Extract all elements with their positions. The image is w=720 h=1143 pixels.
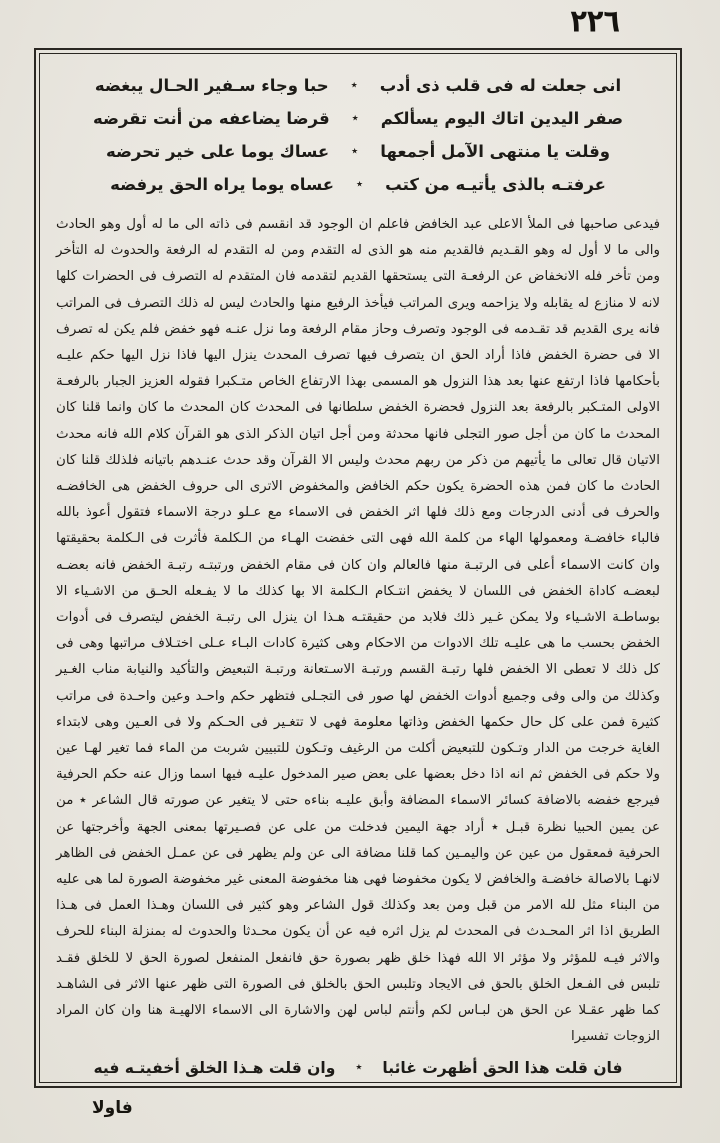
hemistich-first: صفر اليدين اتاك اليوم يسألكم <box>380 109 624 128</box>
verse-line <box>54 169 662 202</box>
hemistich-first: انى جعلت له فى قلب ذى أدب <box>379 76 622 95</box>
verse-separator-icon: ٭ <box>350 78 358 93</box>
hemistich-second: عساك يوما على خير تحرضه <box>105 142 330 161</box>
page-number: ٢٢٦ <box>570 3 620 40</box>
catchword: فاولا <box>92 1098 133 1118</box>
verse-separator-icon: ٭ <box>351 144 359 159</box>
hemistich-second: حبا وجاء سـفير الحـال يبغضه <box>94 76 329 95</box>
page-frame <box>34 48 682 1088</box>
body-text: فيدعى صاحبها فى الملأ الاعلى عبد الخافض فاعلم ان الوجود قد انقسم فى ذاته الى ما له أول وهو الحادث والى ما لا أول له وهو القـديم فالقديم منه هو الذى له التقدم ومن له التقدم له الرفعة والحدوث له التأخر ومن تأخر فله الانخفاض عن الرفعـة التى يستحقها القديم لتقدمه فان المتقدم له التصرف فى الحضرات كلها لانه لا منازع له يقابله ولا يزاحمه ويرى المراتب فيأخذ الرفيع منها والحادث ليس له ذلك التصرف فى المراتب فانه يرى القديم قد تقـدمه فى الوجود وتصرف وحاز مقام الرفعة وما نزل عنـه فهو خفض فلم يكن له تصرف الا فى حضرة الخفض فاذا أراد الحق ان يتصرف فيها تصرف المحدث ينزل اليها فاذا نزل اليها حكم عليـه بأحكامها فاذا ارتفع عنها بعد هذا النزول هو المسمى بهذا الارتفاع الخاص متـكبرا فقوله العزيز الجبار بالرفعـة الاولى المتـكبر بالرفعة بعد النزول فحضرة الخفض سلطانها فى المحدث كان المحدث ما كان وانما قلنا كان المحدث ما كان من أجل صور التجلى فانها محدثة ومن أجل اتيان الذكر الذى هو القرآن كلام الله فانه محدث الاتيان قال تعالى ما يأتيهم من ذكر من ربهم محدث وليس الا القرآن وقد حدث عنـدهم باتيانه فلذلك قلنا كان الحادث ما كان فمن هذه الحضرة يكون حكم الخافض والمخفوض الاترى الى حروف الخفض هى الخافضـه والحرف فى أدنى الدرجات ومع ذلك فلها اثر الخفض فى الاسماء مع عـلو درجة الاسماء فتقول أعوذ بالله فالباء خافضـة ومعمولها الهاء من كلمة الله فهى التى خفضت الهـاء من الـكلمة فأثرت فى الـكلمة بحقيقتها وان كانت الاسماء أعلى فى الرتبـة منها فالعالم وان كان فى مقام الخفض ورتبتـه رتبـة الخفض فانه بعضـه لبعضـه كاداة الخفض فى اللسان لا يخفض انتـكام الـكلمة الا بها كذلك ما لا يفـعله الحـق من الاشـياء الا بوساطـة الاشـياء ولا يمكن غـير ذلك فلابد من حقيقتـه هـذا ان ينزل الى رتبـة الخفض ليتصرف فى أدوات الخفض بحسب ما هى عليـه تلك الادوات من الاحكام وهى كثيرة كادات البـاء عـلى اختـلاف مراتبها وهى فى كل ذلك لا تعطى الا الخفض فلها رتبـة القسم ورتبـة الاسـتعانة ورتبـة التبعيض والتأكيد والنيابة مناب الغـير وكذلك من والى وفى وجميع أدوات الخفض لها صور فى التجـلى فتظهر حكم واحـد وعين واحـدة فى مراتب كثيرة فمن على كل حال حكمها الخفض وذاتها معلومة فهى لا تتغـير فى الحـكم ولا فى العـين وهى لابتداء الغاية خرجت من الدار وتـكون للتبعيض أكلت من الرغيف وتـكون للتبيين شربت من الماء فما تغير لهـا عين ولا حكم فى الخفض ثم انه اذا دخل بعضها على بعض صير المدخول عليـه فيها اسما وزال عنه حكم الحرفية فيرجع خفضه بالاضافة كسائر الاسماء المضافة وأبق عليـه بناءه حتى لا يتغير عن صورته قال الشاعر ٭ من عن يمين الحبيا نظرة قبـل ٭ أراد جهة اليمين فدخلت من على عن فصـيرتها بمعنى الجهة وأخرجتها عن الحرفية فمعقول من عين عن واليمـين كما قلنا مضافة الى عن ولم يظهر فى عن عمـل الخفض فى الظاهر لانهـا بالاصالة خافضـة والخافض لا يكون مخفوضا فهى هنا مخفوضة المعنى غير مخفوضة الصورة لما هى عليه من البناء مثل لله الامر من قبل ومن بعد وكذلك قول الشاعر وهو كثير فى اللسان وهـذا العمل فى هـذا الطريق اذا اثر المحـدث فى المحدث لم يزل اثره فيه عن أن يكون محـدثا والحدوث له بمنزلة البناء للحرف والاثر فيـه للمؤثر ولا مؤثر الا الله فهذا خلق ظهر بصورة حق فانفعل المنفعل لصورة الحق لا للخلق فقـد تلبس فى الفـعل الخلق بالحق فى الايجاد وتلبس الحق بالخلق فى الصورة التى ظهر عنها الاثر فى الشاهـد كما ظهر عقـلا عن الحق هن لبـاس لكم وأنتم لباس لهن والاشارة الى الاسماء الالهيـة هنا وان كان المراد الزوجات تفسيرا <box>56 217 660 1045</box>
hemistich-second: وان قلت هـذا الخلق أخفيتـه فيه <box>93 1058 336 1077</box>
page-frame-inner <box>39 53 677 1083</box>
verse-separator-icon: ٭ <box>356 177 364 192</box>
hemistich-first: وقلت يا منتهى الآمل أجمعها <box>380 142 611 161</box>
hemistich-first: عرفتـه بالذى يأتيـه من كتب <box>385 175 606 194</box>
verse-line <box>54 136 662 169</box>
hemistich-first: فان قلت هذا الحق أظهرت غائبا <box>382 1058 623 1077</box>
verse-line <box>54 70 662 103</box>
closing-verse <box>54 1059 662 1077</box>
verse-line <box>54 103 662 136</box>
hemistich-second: قرضا يضاعفه من أنت تقرضه <box>92 109 330 128</box>
verse-separator-icon: ٭ <box>355 1059 363 1075</box>
opening-poem <box>54 70 662 202</box>
verse-separator-icon: ٭ <box>351 111 359 126</box>
hemistich-second: عساه يوما يراه الحق يرفضه <box>110 175 335 194</box>
